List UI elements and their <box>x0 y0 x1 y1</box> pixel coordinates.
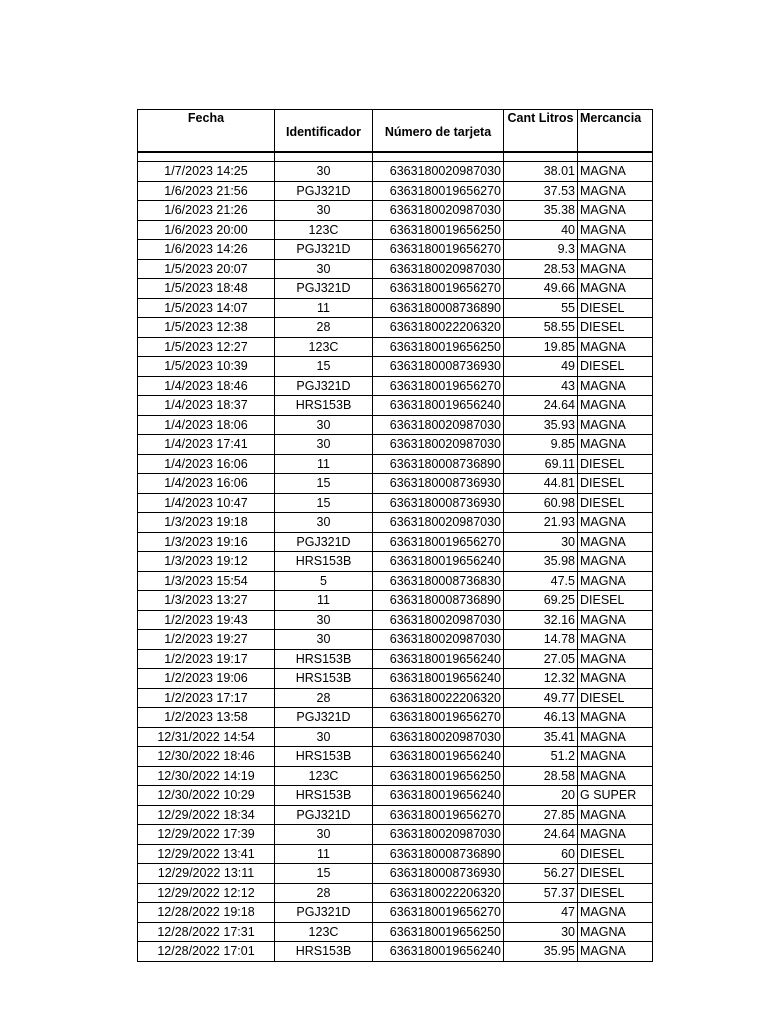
cell-identificador: 123C <box>275 922 373 942</box>
cell-fecha: 12/30/2022 14:19 <box>138 766 275 786</box>
cell-identificador: 30 <box>275 435 373 455</box>
table-row <box>138 298 653 318</box>
cell-identificador: 30 <box>275 610 373 630</box>
cell-cant-litros: 9.85 <box>504 435 578 455</box>
table-row <box>138 474 653 494</box>
cell-numero-tarjeta: 6363180020987030 <box>373 201 504 221</box>
cell-mercancia: MAGNA <box>578 610 653 630</box>
cell-identificador: HRS153B <box>275 942 373 962</box>
cell-identificador: PGJ321D <box>275 279 373 299</box>
cell-numero-tarjeta: 6363180019656240 <box>373 747 504 767</box>
cell-mercancia: DIESEL <box>578 883 653 903</box>
cell-identificador: 28 <box>275 883 373 903</box>
cell-identificador: 11 <box>275 591 373 611</box>
cell-identificador: HRS153B <box>275 669 373 689</box>
table-row <box>138 162 653 182</box>
cell-identificador: 123C <box>275 766 373 786</box>
cell-mercancia: MAGNA <box>578 240 653 260</box>
cell-fecha: 1/5/2023 18:48 <box>138 279 275 299</box>
header-spacer-row <box>138 152 653 162</box>
cell-identificador: PGJ321D <box>275 805 373 825</box>
cell-identificador: HRS153B <box>275 786 373 806</box>
cell-mercancia: MAGNA <box>578 922 653 942</box>
cell-identificador: HRS153B <box>275 396 373 416</box>
cell-mercancia: DIESEL <box>578 493 653 513</box>
cell-fecha: 1/3/2023 19:16 <box>138 532 275 552</box>
cell-identificador: 28 <box>275 318 373 338</box>
cell-fecha: 1/4/2023 10:47 <box>138 493 275 513</box>
cell-identificador: HRS153B <box>275 552 373 572</box>
cell-identificador: 11 <box>275 844 373 864</box>
table-row <box>138 942 653 962</box>
table-row <box>138 435 653 455</box>
cell-mercancia: MAGNA <box>578 669 653 689</box>
cell-cant-litros: 35.38 <box>504 201 578 221</box>
cell-cant-litros: 49 <box>504 357 578 377</box>
cell-mercancia: DIESEL <box>578 591 653 611</box>
cell-fecha: 1/4/2023 18:37 <box>138 396 275 416</box>
cell-cant-litros: 47.5 <box>504 571 578 591</box>
cell-numero-tarjeta: 6363180019656240 <box>373 396 504 416</box>
cell-fecha: 1/4/2023 18:06 <box>138 415 275 435</box>
cell-identificador: HRS153B <box>275 747 373 767</box>
table-row <box>138 766 653 786</box>
cell-mercancia: DIESEL <box>578 298 653 318</box>
cell-fecha: 12/30/2022 10:29 <box>138 786 275 806</box>
cell-fecha: 1/6/2023 21:26 <box>138 201 275 221</box>
table-row <box>138 396 653 416</box>
cell-identificador: 30 <box>275 259 373 279</box>
cell-identificador: 15 <box>275 864 373 884</box>
cell-numero-tarjeta: 6363180019656270 <box>373 376 504 396</box>
cell-numero-tarjeta: 6363180020987030 <box>373 415 504 435</box>
cell-mercancia: DIESEL <box>578 357 653 377</box>
cell-cant-litros: 37.53 <box>504 181 578 201</box>
cell-fecha: 1/5/2023 12:38 <box>138 318 275 338</box>
cell-mercancia: G SUPER <box>578 786 653 806</box>
cell-mercancia: MAGNA <box>578 825 653 845</box>
cell-mercancia: DIESEL <box>578 844 653 864</box>
cell-numero-tarjeta: 6363180020987030 <box>373 513 504 533</box>
cell-mercancia: MAGNA <box>578 513 653 533</box>
cell-fecha: 1/3/2023 13:27 <box>138 591 275 611</box>
cell-identificador: 11 <box>275 454 373 474</box>
cell-numero-tarjeta: 6363180022206320 <box>373 318 504 338</box>
table-row <box>138 708 653 728</box>
cell-cant-litros: 35.93 <box>504 415 578 435</box>
cell-numero-tarjeta: 6363180008736890 <box>373 591 504 611</box>
cell-cant-litros: 19.85 <box>504 337 578 357</box>
header-numero-tarjeta: Número de tarjeta <box>373 110 504 153</box>
cell-cant-litros: 49.77 <box>504 688 578 708</box>
cell-cant-litros: 35.98 <box>504 552 578 572</box>
cell-cant-litros: 60.98 <box>504 493 578 513</box>
cell-mercancia: MAGNA <box>578 903 653 923</box>
cell-cant-litros: 27.85 <box>504 805 578 825</box>
spacer-cell <box>138 152 275 162</box>
table-row <box>138 513 653 533</box>
cell-identificador: 28 <box>275 688 373 708</box>
cell-fecha: 12/29/2022 13:11 <box>138 864 275 884</box>
cell-fecha: 12/30/2022 18:46 <box>138 747 275 767</box>
cell-identificador: 30 <box>275 162 373 182</box>
table-row <box>138 630 653 650</box>
cell-fecha: 12/29/2022 13:41 <box>138 844 275 864</box>
cell-cant-litros: 35.41 <box>504 727 578 747</box>
cell-numero-tarjeta: 6363180008736930 <box>373 474 504 494</box>
cell-numero-tarjeta: 6363180022206320 <box>373 883 504 903</box>
cell-numero-tarjeta: 6363180019656250 <box>373 220 504 240</box>
spacer-cell <box>504 152 578 162</box>
cell-identificador: PGJ321D <box>275 181 373 201</box>
cell-fecha: 1/3/2023 19:12 <box>138 552 275 572</box>
cell-identificador: PGJ321D <box>275 532 373 552</box>
cell-fecha: 1/3/2023 19:18 <box>138 513 275 533</box>
cell-cant-litros: 49.66 <box>504 279 578 299</box>
cell-cant-litros: 30 <box>504 532 578 552</box>
cell-numero-tarjeta: 6363180020987030 <box>373 162 504 182</box>
cell-identificador: PGJ321D <box>275 376 373 396</box>
cell-cant-litros: 43 <box>504 376 578 396</box>
cell-cant-litros: 27.05 <box>504 649 578 669</box>
cell-numero-tarjeta: 6363180019656250 <box>373 766 504 786</box>
cell-fecha: 12/29/2022 12:12 <box>138 883 275 903</box>
cell-identificador: PGJ321D <box>275 240 373 260</box>
cell-identificador: 15 <box>275 474 373 494</box>
cell-fecha: 1/2/2023 19:43 <box>138 610 275 630</box>
cell-fecha: 1/6/2023 20:00 <box>138 220 275 240</box>
cell-fecha: 1/2/2023 17:17 <box>138 688 275 708</box>
cell-cant-litros: 60 <box>504 844 578 864</box>
table-row <box>138 688 653 708</box>
cell-fecha: 1/7/2023 14:25 <box>138 162 275 182</box>
cell-fecha: 1/2/2023 19:27 <box>138 630 275 650</box>
cell-cant-litros: 24.64 <box>504 396 578 416</box>
cell-mercancia: DIESEL <box>578 864 653 884</box>
cell-fecha: 1/4/2023 16:06 <box>138 474 275 494</box>
cell-mercancia: MAGNA <box>578 162 653 182</box>
cell-numero-tarjeta: 6363180020987030 <box>373 825 504 845</box>
cell-cant-litros: 20 <box>504 786 578 806</box>
spacer-cell <box>373 152 504 162</box>
cell-mercancia: MAGNA <box>578 259 653 279</box>
cell-numero-tarjeta: 6363180022206320 <box>373 688 504 708</box>
cell-fecha: 12/29/2022 18:34 <box>138 805 275 825</box>
table-row <box>138 181 653 201</box>
cell-cant-litros: 38.01 <box>504 162 578 182</box>
cell-cant-litros: 12.32 <box>504 669 578 689</box>
cell-fecha: 12/28/2022 19:18 <box>138 903 275 923</box>
table-row <box>138 669 653 689</box>
cell-mercancia: DIESEL <box>578 688 653 708</box>
cell-mercancia: MAGNA <box>578 805 653 825</box>
cell-numero-tarjeta: 6363180019656240 <box>373 942 504 962</box>
cell-fecha: 1/5/2023 14:07 <box>138 298 275 318</box>
cell-mercancia: MAGNA <box>578 337 653 357</box>
cell-numero-tarjeta: 6363180008736890 <box>373 298 504 318</box>
cell-fecha: 1/2/2023 19:17 <box>138 649 275 669</box>
cell-numero-tarjeta: 6363180008736930 <box>373 864 504 884</box>
cell-numero-tarjeta: 6363180008736830 <box>373 571 504 591</box>
cell-identificador: 30 <box>275 201 373 221</box>
cell-mercancia: MAGNA <box>578 415 653 435</box>
table-row <box>138 571 653 591</box>
cell-cant-litros: 28.53 <box>504 259 578 279</box>
spacer-cell <box>275 152 373 162</box>
cell-numero-tarjeta: 6363180019656240 <box>373 786 504 806</box>
cell-numero-tarjeta: 6363180019656240 <box>373 649 504 669</box>
fuel-transactions-table <box>137 109 653 962</box>
table-header-row <box>138 110 653 153</box>
table-row <box>138 357 653 377</box>
cell-fecha: 1/4/2023 16:06 <box>138 454 275 474</box>
cell-numero-tarjeta: 6363180019656270 <box>373 279 504 299</box>
cell-fecha: 1/2/2023 13:58 <box>138 708 275 728</box>
cell-numero-tarjeta: 6363180020987030 <box>373 259 504 279</box>
cell-fecha: 12/28/2022 17:31 <box>138 922 275 942</box>
table-row <box>138 591 653 611</box>
cell-cant-litros: 51.2 <box>504 747 578 767</box>
cell-fecha: 1/4/2023 18:46 <box>138 376 275 396</box>
table-row <box>138 844 653 864</box>
spacer-cell <box>578 152 653 162</box>
cell-numero-tarjeta: 6363180019656270 <box>373 532 504 552</box>
table-row <box>138 922 653 942</box>
cell-identificador: 15 <box>275 357 373 377</box>
cell-mercancia: MAGNA <box>578 220 653 240</box>
cell-fecha: 1/5/2023 20:07 <box>138 259 275 279</box>
table-row <box>138 532 653 552</box>
cell-mercancia: DIESEL <box>578 318 653 338</box>
cell-mercancia: MAGNA <box>578 279 653 299</box>
cell-cant-litros: 21.93 <box>504 513 578 533</box>
table-body <box>138 162 653 962</box>
cell-identificador: 11 <box>275 298 373 318</box>
cell-fecha: 1/4/2023 17:41 <box>138 435 275 455</box>
table-row <box>138 825 653 845</box>
cell-cant-litros: 55 <box>504 298 578 318</box>
cell-identificador: 123C <box>275 337 373 357</box>
table-row <box>138 337 653 357</box>
cell-cant-litros: 35.95 <box>504 942 578 962</box>
table-row <box>138 493 653 513</box>
cell-cant-litros: 58.55 <box>504 318 578 338</box>
cell-numero-tarjeta: 6363180019656240 <box>373 669 504 689</box>
table-row <box>138 883 653 903</box>
header-fecha: Fecha <box>138 110 275 153</box>
cell-cant-litros: 32.16 <box>504 610 578 630</box>
cell-cant-litros: 69.11 <box>504 454 578 474</box>
cell-numero-tarjeta: 6363180019656270 <box>373 805 504 825</box>
cell-fecha: 1/3/2023 15:54 <box>138 571 275 591</box>
cell-numero-tarjeta: 6363180019656270 <box>373 181 504 201</box>
cell-identificador: 30 <box>275 630 373 650</box>
cell-cant-litros: 24.64 <box>504 825 578 845</box>
table-row <box>138 727 653 747</box>
cell-fecha: 1/6/2023 21:56 <box>138 181 275 201</box>
cell-fecha: 1/5/2023 10:39 <box>138 357 275 377</box>
cell-cant-litros: 9.3 <box>504 240 578 260</box>
cell-identificador: 30 <box>275 727 373 747</box>
cell-mercancia: MAGNA <box>578 435 653 455</box>
cell-mercancia: MAGNA <box>578 396 653 416</box>
cell-mercancia: MAGNA <box>578 649 653 669</box>
table-row <box>138 259 653 279</box>
cell-cant-litros: 14.78 <box>504 630 578 650</box>
cell-mercancia: MAGNA <box>578 942 653 962</box>
cell-numero-tarjeta: 6363180019656250 <box>373 922 504 942</box>
cell-numero-tarjeta: 6363180019656270 <box>373 240 504 260</box>
table-row <box>138 454 653 474</box>
cell-cant-litros: 47 <box>504 903 578 923</box>
cell-cant-litros: 44.81 <box>504 474 578 494</box>
cell-identificador: 5 <box>275 571 373 591</box>
cell-mercancia: MAGNA <box>578 181 653 201</box>
cell-identificador: 123C <box>275 220 373 240</box>
table-row <box>138 747 653 767</box>
cell-numero-tarjeta: 6363180019656270 <box>373 903 504 923</box>
cell-cant-litros: 56.27 <box>504 864 578 884</box>
table-row <box>138 415 653 435</box>
cell-numero-tarjeta: 6363180008736930 <box>373 357 504 377</box>
cell-mercancia: MAGNA <box>578 630 653 650</box>
cell-fecha: 1/2/2023 19:06 <box>138 669 275 689</box>
header-identificador: Identificador <box>275 110 373 153</box>
table-row <box>138 318 653 338</box>
cell-mercancia: MAGNA <box>578 532 653 552</box>
cell-numero-tarjeta: 6363180008736890 <box>373 844 504 864</box>
cell-mercancia: DIESEL <box>578 454 653 474</box>
cell-identificador: PGJ321D <box>275 708 373 728</box>
cell-numero-tarjeta: 6363180020987030 <box>373 630 504 650</box>
cell-cant-litros: 30 <box>504 922 578 942</box>
cell-mercancia: MAGNA <box>578 766 653 786</box>
cell-cant-litros: 46.13 <box>504 708 578 728</box>
cell-identificador: PGJ321D <box>275 903 373 923</box>
cell-identificador: 30 <box>275 513 373 533</box>
cell-identificador: HRS153B <box>275 649 373 669</box>
table-row <box>138 220 653 240</box>
cell-cant-litros: 28.58 <box>504 766 578 786</box>
table-row <box>138 864 653 884</box>
cell-identificador: 15 <box>275 493 373 513</box>
cell-fecha: 12/31/2022 14:54 <box>138 727 275 747</box>
cell-cant-litros: 40 <box>504 220 578 240</box>
table-row <box>138 376 653 396</box>
cell-numero-tarjeta: 6363180019656270 <box>373 708 504 728</box>
cell-numero-tarjeta: 6363180019656240 <box>373 552 504 572</box>
cell-numero-tarjeta: 6363180008736890 <box>373 454 504 474</box>
cell-fecha: 12/29/2022 17:39 <box>138 825 275 845</box>
cell-numero-tarjeta: 6363180019656250 <box>373 337 504 357</box>
cell-mercancia: DIESEL <box>578 474 653 494</box>
cell-mercancia: MAGNA <box>578 708 653 728</box>
table-row <box>138 903 653 923</box>
cell-numero-tarjeta: 6363180020987030 <box>373 727 504 747</box>
table-row <box>138 649 653 669</box>
cell-numero-tarjeta: 6363180020987030 <box>373 435 504 455</box>
header-cant-litros: Cant Litros <box>504 110 578 153</box>
table-row <box>138 805 653 825</box>
cell-numero-tarjeta: 6363180020987030 <box>373 610 504 630</box>
table-row <box>138 201 653 221</box>
cell-identificador: 30 <box>275 415 373 435</box>
table-row <box>138 610 653 630</box>
cell-identificador: 30 <box>275 825 373 845</box>
table-row <box>138 240 653 260</box>
table-row <box>138 279 653 299</box>
cell-cant-litros: 57.37 <box>504 883 578 903</box>
header-mercancia: Mercancia <box>578 110 653 153</box>
cell-numero-tarjeta: 6363180008736930 <box>373 493 504 513</box>
cell-mercancia: MAGNA <box>578 571 653 591</box>
table-row <box>138 552 653 572</box>
cell-mercancia: MAGNA <box>578 747 653 767</box>
cell-fecha: 1/6/2023 14:26 <box>138 240 275 260</box>
cell-cant-litros: 69.25 <box>504 591 578 611</box>
cell-fecha: 1/5/2023 12:27 <box>138 337 275 357</box>
cell-fecha: 12/28/2022 17:01 <box>138 942 275 962</box>
cell-mercancia: MAGNA <box>578 376 653 396</box>
table-row <box>138 786 653 806</box>
cell-mercancia: MAGNA <box>578 201 653 221</box>
cell-mercancia: MAGNA <box>578 727 653 747</box>
cell-mercancia: MAGNA <box>578 552 653 572</box>
